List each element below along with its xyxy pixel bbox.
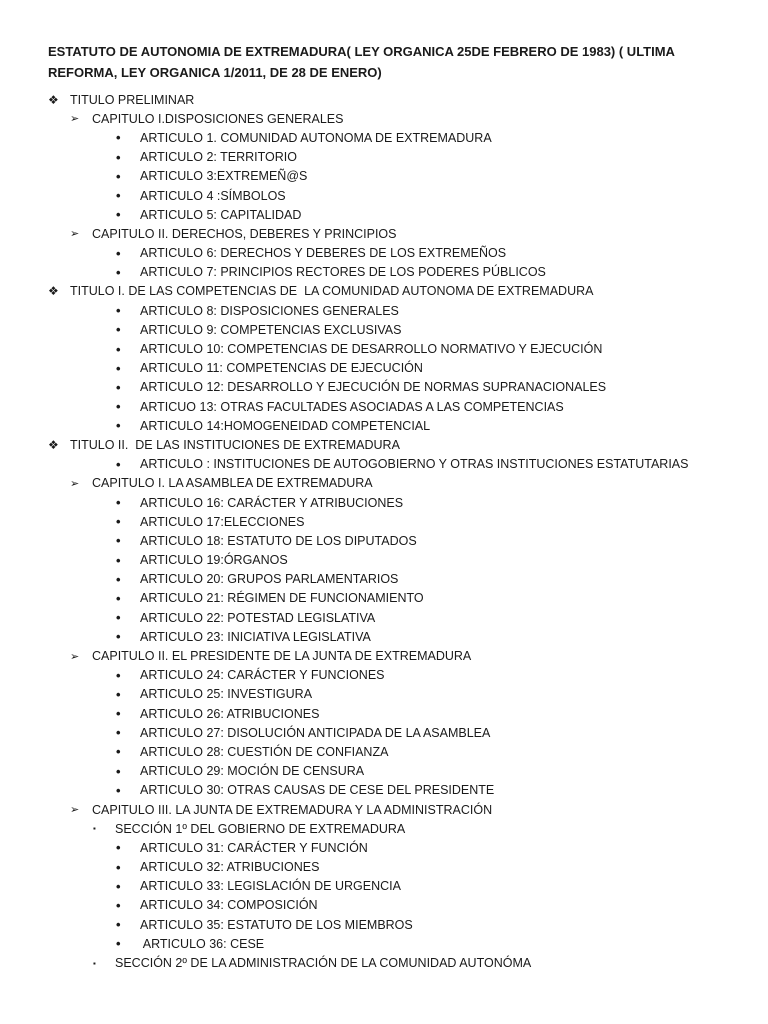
outline-item-text: ARTICULO 14:HOMOGENEIDAD COMPETENCIAL [140, 418, 431, 433]
dot-bullet-icon: • [116, 667, 121, 683]
outline-item-seccion [48, 819, 728, 838]
dot-bullet-icon: • [116, 629, 121, 645]
dot-bullet-icon: • [116, 245, 121, 261]
outline-item-text: ARTICULO 36: CESE [140, 936, 265, 951]
outline-item-articulo [48, 570, 728, 589]
outline-item-text: ARTICULO 25: INVESTIGURA [140, 687, 313, 702]
dot-bullet-icon: • [116, 897, 121, 913]
outline-item-text: CAPITULO I.DISPOSICIONES GENERALES [92, 111, 344, 126]
outline-item-articulo [48, 685, 728, 704]
outline-item-text: ARTICULO 34: COMPOSICIÓN [140, 898, 318, 913]
outline-item-text: ARTICULO 24: CARÁCTER Y FUNCIONES [140, 668, 385, 683]
outline-item-text: CAPITULO I. LA ASAMBLEA DE EXTREMADURA [92, 476, 373, 491]
dot-bullet-icon: • [116, 744, 121, 760]
outline-item-seccion [48, 953, 728, 972]
outline-item-text: ARTICULO 5: CAPITALIDAD [140, 207, 302, 222]
dot-bullet-icon: • [116, 571, 121, 587]
outline-item-text: ARTICULO 29: MOCIÓN DE CENSURA [140, 764, 365, 779]
outline-item-text: ARTICULO 28: CUESTIÓN DE CONFIANZA [140, 744, 389, 759]
diamond-bullet-icon: ❖ [48, 437, 59, 452]
arrow-bullet-icon: ➢ [70, 804, 80, 817]
dot-bullet-icon: • [116, 917, 121, 933]
dot-bullet-icon: • [116, 207, 121, 223]
outline-item-text: ARTICULO 22: POTESTAD LEGISLATIVA [140, 610, 376, 625]
outline-item-text: ARTICULO 17:ELECCIONES [140, 514, 305, 529]
outline-item-text: ARTICULO 33: LEGISLACIÓN DE URGENCIA [140, 879, 401, 894]
outline-item-articulo [48, 858, 728, 877]
dot-bullet-icon: • [116, 495, 121, 511]
outline-item-text: TITULO II. DE LAS INSTITUCIONES DE EXTREMADURA [70, 437, 400, 452]
outline-item-articulo [48, 896, 728, 915]
dot-bullet-icon: • [116, 360, 121, 376]
outline-item-text: TITULO I. DE LAS COMPETENCIAS DE LA COMUNIDAD AUTONOMA DE EXTREMADURA [70, 284, 594, 299]
dot-bullet-icon: • [116, 859, 121, 875]
outline-item-text: ARTICULO 6: DERECHOS Y DEBERES DE LOS EXTREMEÑOS [140, 246, 507, 261]
outline-item-text: ARTICULO 30: OTRAS CAUSAS DE CESE DEL PRESIDENTE [140, 783, 495, 798]
outline-item-articulo [48, 320, 728, 339]
outline-item-text: ARTICULO 26: ATRIBUCIONES [140, 706, 320, 721]
outline-item-text: ARTICULO 2: TERRITORIO [140, 150, 297, 165]
outline-item-text: ARTICULO 11: COMPETENCIAS DE EJECUCIÓN [140, 361, 423, 376]
outline-item-text: ARTICULO 10: COMPETENCIAS DE DESARROLLO NORMATIVO Y EJECUCIÓN [140, 342, 603, 357]
outline-item-articulo [48, 359, 728, 378]
outline-item-text: ARTICULO 27: DISOLUCIÓN ANTICIPADA DE LA ASAMBLEA [140, 725, 491, 740]
document-title: ESTATUTO DE AUTONOMIA DE EXTREMADURA( LEY ORGANICA 25DE FEBRERO DE 1983) ( ULTIMA REFORMA, LEY ORGANICA 1/2011, DE 28 DE ENERO) [48, 44, 675, 80]
outline-item-articulo [48, 493, 728, 512]
dot-bullet-icon: • [116, 840, 121, 856]
outline-item-text: ARTICULO 21: RÉGIMEN DE FUNCIONAMIENTO [140, 591, 424, 606]
dot-bullet-icon: • [116, 878, 121, 894]
outline-item-text: ARTICULO 23: INICIATIVA LEGISLATIVA [140, 629, 371, 644]
outline-item-articulo [48, 838, 728, 857]
outline-item-text: ARTICULO 19:ÓRGANOS [140, 553, 288, 568]
dot-bullet-icon: • [116, 610, 121, 626]
outline-item-titulo [48, 90, 728, 109]
outline-item-text: ARTICULO 18: ESTATUTO DE LOS DIPUTADOS [140, 533, 417, 548]
outline-item-articulo [48, 742, 728, 761]
outline-item-articulo [48, 244, 728, 263]
outline-item-text: ARTICULO 16: CARÁCTER Y ATRIBUCIONES [140, 495, 404, 510]
dot-bullet-icon: • [116, 264, 121, 280]
dot-bullet-icon: • [116, 303, 121, 319]
dot-bullet-icon: • [116, 149, 121, 165]
arrow-bullet-icon: ➢ [70, 228, 80, 241]
square-bullet-icon: ▪ [93, 824, 96, 834]
dot-bullet-icon: • [116, 552, 121, 568]
dot-bullet-icon: • [116, 936, 121, 952]
arrow-bullet-icon: ➢ [70, 113, 80, 126]
outline-item-articulo [48, 128, 728, 147]
outline-item-articulo [48, 551, 728, 570]
outline-item-capitulo [48, 224, 728, 243]
outline-item-articulo [48, 397, 728, 416]
outline-item-articulo [48, 339, 728, 358]
outline-item-text: CAPITULO II. EL PRESIDENTE DE LA JUNTA DE EXTREMADURA [92, 649, 472, 664]
outline-item-articulo [48, 608, 728, 627]
dot-bullet-icon: • [116, 399, 121, 415]
outline-item-articulo [48, 781, 728, 800]
square-bullet-icon: ▪ [93, 958, 96, 968]
outline-item-articulo [48, 512, 728, 531]
outline-item-articulo [48, 205, 728, 224]
outline-item-text: ARTICUO 13: OTRAS FACULTADES ASOCIADAS A LAS COMPETENCIAS [140, 399, 564, 414]
outline-item-articulo [48, 723, 728, 742]
outline-item-articulo [48, 263, 728, 282]
outline-item-text: ARTICULO 35: ESTATUTO DE LOS MIEMBROS [140, 917, 413, 932]
outline-item-text: SECCIÓN 2º DE LA ADMINISTRACIÓN DE LA COMUNIDAD AUTONÓMA [115, 956, 532, 971]
dot-bullet-icon: • [116, 379, 121, 395]
dot-bullet-icon: • [116, 533, 121, 549]
dot-bullet-icon: • [116, 130, 121, 146]
arrow-bullet-icon: ➢ [70, 477, 80, 490]
arrow-bullet-icon: ➢ [70, 650, 80, 663]
dot-bullet-icon: • [116, 168, 121, 184]
outline-item-articulo [48, 915, 728, 934]
outline-item-articulo [48, 531, 728, 550]
outline-item-text: ARTICULO 4 :SÍMBOLOS [140, 188, 286, 203]
outline-item-text: ARTICULO : INSTITUCIONES DE AUTOGOBIERNO Y OTRAS INSTITUCIONES ESTATUTARIAS [140, 457, 689, 472]
dot-bullet-icon: • [116, 706, 121, 722]
outline-item-capitulo [48, 800, 728, 819]
dot-bullet-icon: • [116, 322, 121, 338]
outline-item-articulo [48, 627, 728, 646]
dot-bullet-icon: • [116, 188, 121, 204]
outline-item-text: SECCIÓN 1º DEL GOBIERNO DE EXTREMADURA [115, 821, 406, 836]
outline-item-text: CAPITULO III. LA JUNTA DE EXTREMADURA Y LA ADMINISTRACIÓN [92, 802, 493, 817]
outline-item-articulo [48, 934, 728, 953]
outline-item-text: TITULO PRELIMINAR [70, 92, 195, 107]
dot-bullet-icon: • [116, 763, 121, 779]
outline-item-text: ARTICULO 8: DISPOSICIONES GENERALES [140, 303, 399, 318]
outline-item-text: ARTICULO 32: ATRIBUCIONES [140, 860, 320, 875]
outline-item-articulo [48, 167, 728, 186]
dot-bullet-icon: • [116, 590, 121, 606]
dot-bullet-icon: • [116, 418, 121, 434]
outline-item-titulo [48, 435, 728, 454]
dot-bullet-icon: • [116, 782, 121, 798]
outline-item-text: ARTICULO 20: GRUPOS PARLAMENTARIOS [140, 572, 399, 587]
outline-item-text: ARTICULO 9: COMPETENCIAS EXCLUSIVAS [140, 322, 402, 337]
outline-item-text: ARTICULO 31: CARÁCTER Y FUNCIÓN [140, 840, 368, 855]
dot-bullet-icon: • [116, 456, 121, 472]
outline-item-text: ARTICULO 1. COMUNIDAD AUTONOMA DE EXTREMADURA [140, 130, 492, 145]
outline-item-articulo [48, 378, 728, 397]
statute-outline [48, 90, 728, 973]
outline-item-text: ARTICULO 3:EXTREMEÑ@S [140, 169, 308, 184]
outline-item-text: CAPITULO II. DERECHOS, DEBERES Y PRINCIPIOS [92, 226, 397, 241]
outline-item-articulo [48, 589, 728, 608]
dot-bullet-icon: • [116, 725, 121, 741]
outline-item-articulo [48, 762, 728, 781]
outline-item-capitulo [48, 109, 728, 128]
outline-item-articulo [48, 416, 728, 435]
outline-item-articulo [48, 704, 728, 723]
outline-item-articulo [48, 301, 728, 320]
outline-item-text: ARTICULO 12: DESARROLLO Y EJECUCIÓN DE NORMAS SUPRANACIONALES [140, 380, 607, 395]
outline-item-text: ARTICULO 7: PRINCIPIOS RECTORES DE LOS PODERES PÚBLICOS [140, 265, 546, 280]
outline-item-titulo [48, 282, 728, 301]
outline-item-articulo [48, 666, 728, 685]
outline-item-articulo [48, 148, 728, 167]
outline-item-articulo [48, 186, 728, 205]
diamond-bullet-icon: ❖ [48, 284, 59, 299]
outline-item-capitulo [48, 474, 728, 493]
diamond-bullet-icon: ❖ [48, 92, 59, 107]
dot-bullet-icon: • [116, 514, 121, 530]
outline-item-articulo [48, 455, 728, 474]
outline-item-articulo [48, 877, 728, 896]
dot-bullet-icon: • [116, 341, 121, 357]
dot-bullet-icon: • [116, 686, 121, 702]
outline-item-capitulo [48, 646, 728, 665]
